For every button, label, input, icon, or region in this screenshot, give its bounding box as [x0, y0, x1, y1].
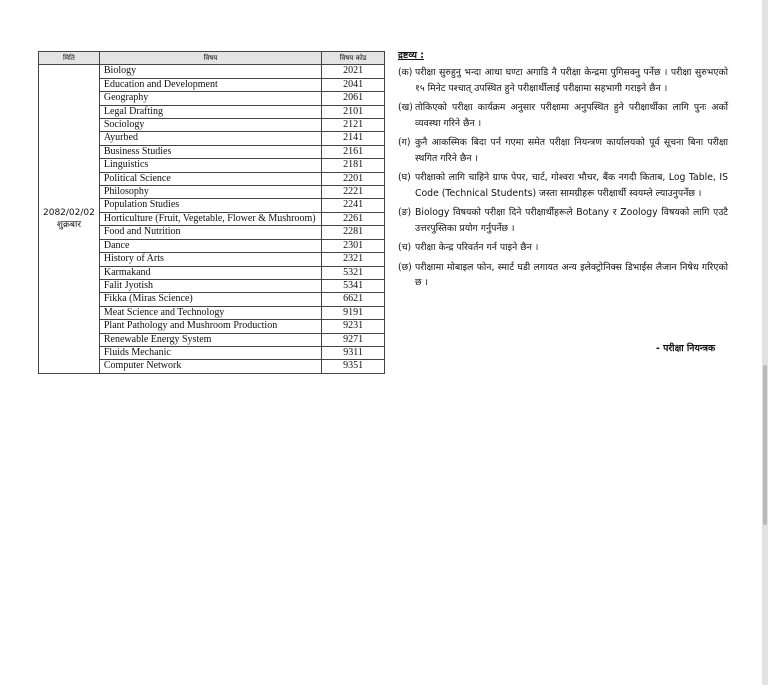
subject-cell: Horticulture (Fruit, Vegetable, Flower & Mushroom): [99, 212, 321, 225]
note-marker: (ङ): [398, 207, 412, 218]
subject-cell: Renewable Energy System: [99, 333, 321, 346]
code-cell: 5321: [322, 266, 385, 279]
code-cell: 2241: [322, 199, 385, 212]
code-cell: 9311: [322, 346, 385, 359]
subject-cell: Fluids Mechanic: [99, 346, 321, 359]
code-cell: 2201: [322, 172, 385, 185]
subject-cell: Linguistics: [99, 159, 321, 172]
note-item: [398, 260, 728, 291]
note-item: [398, 205, 728, 236]
note-text: परीक्षामा मोबाइल फोन, स्मार्ट घडी लगायत अन्य इलेक्ट्रोनिक्स डिभाईस लैजान निषेध गरिएको छ ।: [415, 261, 728, 288]
subject-cell: Ayurbed: [99, 132, 321, 145]
exam-date: 2082/02/02: [43, 207, 95, 218]
code-cell: 2101: [322, 105, 385, 118]
note-text: तोकिएको परीक्षा कार्यक्रम अनुसार परीक्षामा अनुपस्थित हुने परीक्षार्थीका लागि पुनः अर्को व्यवस्था गरिने छैन ।: [415, 102, 728, 129]
code-cell: 2061: [322, 92, 385, 105]
subject-cell: Business Studies: [99, 145, 321, 158]
subject-cell: Plant Pathology and Mushroom Production: [99, 320, 321, 333]
note-marker: (छ): [398, 261, 412, 273]
subject-cell: Falit Jyotish: [99, 279, 321, 292]
note-item: [398, 240, 728, 256]
code-cell: 2181: [322, 159, 385, 172]
notes-list: [398, 65, 728, 291]
subject-cell: Meat Science and Technology: [99, 306, 321, 319]
subject-cell: Karmakand: [99, 266, 321, 279]
code-cell: 2021: [322, 65, 385, 78]
note-text: परीक्षा सुरुहुनु भन्दा आधा घण्टा अगाडि नै परीक्षा केन्द्रमा पुगिसक्नु पर्नेछ । परीक्षा सुरुभएको १५ मिनेट पश्चात् उपस्थित हुने परीक्षार्थीलाई परीक्षामा सहभागी गराइने छैन ।: [415, 67, 728, 94]
date-cell: [39, 65, 100, 373]
note-text: परीक्षा केन्द्र परिवर्तन गर्न पाइने छैन ।: [415, 242, 539, 253]
notes-title: द्रष्टव्य :: [398, 50, 424, 61]
subject-cell: Fikka (Miras Science): [99, 293, 321, 306]
header-date: मिति: [39, 52, 100, 65]
code-cell: 2041: [322, 78, 385, 91]
code-cell: 9271: [322, 333, 385, 346]
code-cell: 2281: [322, 226, 385, 239]
code-cell: 9351: [322, 360, 385, 373]
subject-cell: Education and Development: [99, 78, 321, 91]
table-body: [39, 65, 385, 373]
code-cell: 9231: [322, 320, 385, 333]
notes-section: [398, 48, 728, 295]
subject-cell: Geography: [99, 92, 321, 105]
subject-cell: Sociology: [99, 119, 321, 132]
subject-cell: History of Arts: [99, 253, 321, 266]
code-cell: 2161: [322, 145, 385, 158]
right-edge-scrollbar[interactable]: [762, 0, 768, 685]
code-cell: 2121: [322, 119, 385, 132]
code-cell: 2261: [322, 212, 385, 225]
note-marker: (ग): [398, 137, 411, 148]
note-item: [398, 100, 728, 131]
code-cell: 2141: [322, 132, 385, 145]
subject-cell: Dance: [99, 239, 321, 252]
code-cell: 6621: [322, 293, 385, 306]
exam-schedule-table: [38, 51, 385, 374]
note-item: [398, 170, 728, 201]
table-header-row: [39, 52, 385, 65]
subject-cell: Philosophy: [99, 186, 321, 199]
code-cell: 2301: [322, 239, 385, 252]
code-cell: 2321: [322, 253, 385, 266]
note-item: [398, 135, 728, 166]
exam-day: शुक्रबार: [56, 220, 82, 231]
header-code: विषय कोड: [322, 52, 385, 65]
note-marker: (च): [398, 242, 412, 253]
note-marker: (क): [398, 67, 413, 78]
note-text: Biology विषयको परीक्षा दिने परीक्षार्थीहरूले Botany र Zoology विषयको लागि एउटै उत्तरपुस्तिका प्रयोग गर्नुपर्नेछ ।: [415, 207, 728, 234]
subject-cell: Biology: [99, 65, 321, 78]
header-subject: विषय: [99, 52, 321, 65]
signature: - परीक्षा नियन्त्रक: [656, 343, 716, 354]
note-marker: (ख): [398, 102, 413, 113]
note-item: [398, 65, 728, 96]
subject-cell: Population Studies: [99, 199, 321, 212]
subject-cell: Food and Nutrition: [99, 226, 321, 239]
subject-cell: Computer Network: [99, 360, 321, 373]
note-text: परीक्षाको लागि चाहिने ग्राफ पेपर, चार्ट, गोश्वरा भौचर, बैंक नगदी किताब, Log Table, IS Code (Technical Students) जस्ता सामग्रीहरू परीक्षार्थी स्वयम्ले ल्याउनुपर्नेछ ।: [415, 172, 728, 199]
code-cell: 5341: [322, 279, 385, 292]
scrollbar-thumb[interactable]: [763, 365, 767, 525]
subject-cell: Political Science: [99, 172, 321, 185]
note-text: कुनै आकस्मिक बिदा पर्न गएमा समेत परीक्षा नियन्त्रण कार्यालयको पूर्व सूचना बिना परीक्षा स्थगित गरिने छैन ।: [415, 137, 728, 164]
code-cell: 2221: [322, 186, 385, 199]
note-marker: (घ): [398, 172, 411, 183]
code-cell: 9191: [322, 306, 385, 319]
subject-cell: Legal Drafting: [99, 105, 321, 118]
table-row: [39, 65, 385, 78]
